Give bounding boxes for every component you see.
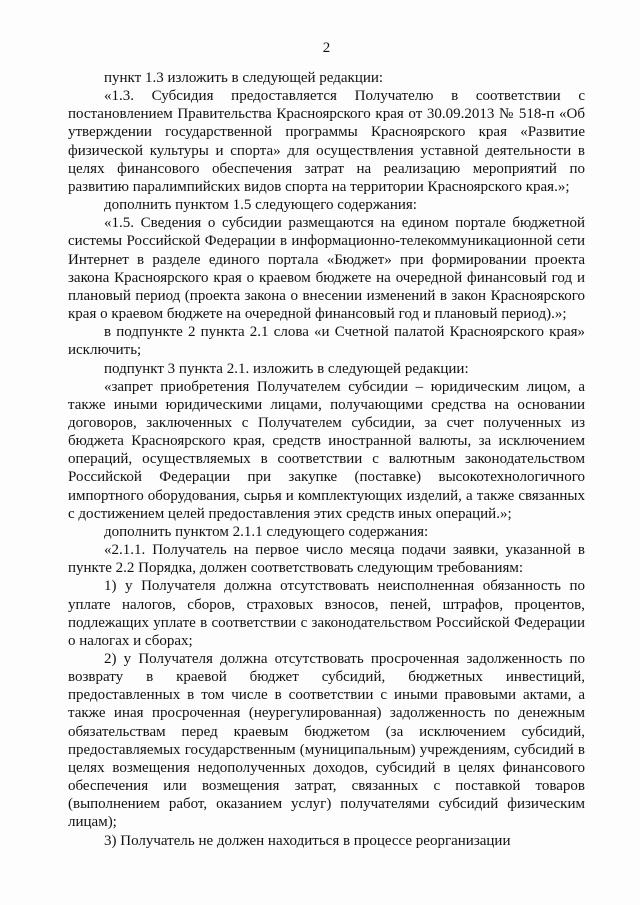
paragraph-p7: «запрет приобретения Получателем субсидии – юридическим лицом, а также иными юридическими лицами, получающими средства на основании договоров, заключенных с Получателем субсидии, за счет полученных из бюджета Красноярского края, средств иностранной валюты, за исключением операций, осуществляемых в соответствии с валютным законодательством Российской Федерации при закупке (поставке) высокотехнологичного импортного оборудования, сырья и комплектующих изделий, а также связанных с достижением целей предоставления этих средств иных операций.»;	[68, 378, 585, 522]
paragraph-p6: подпункт 3 пункта 2.1. изложить в следующей редакции:	[104, 360, 469, 377]
paragraph-p4: «1.5. Сведения о субсидии размещаются на едином портале бюджетной системы Российской Федерации в информационно-телекоммуникационной сети Интернет в разделе единого портала «Бюджет» при формировании проекта закона Красноярского края о краевом бюджете на очередной финансовый год и плановый период (проекта закона о внесении изменений в закон Красноярского края о краевом бюджете на очередной финансовый год и плановый период).»;	[68, 215, 585, 323]
paragraph-p5: в подпункте 2 пункта 2.1 слова «и Счетной палатой Красноярского края» исключить;	[68, 324, 585, 359]
paragraph-p12: 3) Получатель не должен находиться в процессе реорганизации	[104, 832, 511, 849]
document-body	[68, 69, 585, 850]
paragraph-p10: 1) у Получателя должна отсутствовать неисполненная обязанность по уплате налогов, сборов, страховых взносов, пеней, штрафов, процентов, подлежащих уплате в соответствии с законодательством Российской Федерации о налогах и сборах;	[68, 578, 585, 649]
paragraph-p11: 2) у Получателя должна отсутствовать просроченная задолженность по возврату в краевой бюджет субсидий, бюджетных инвестиций, предоставленных в том числе в соответствии с иными правовыми актами, а также иная просроченная (неурегулированная) задолженность по денежным обязательствам перед краевым бюджетом (за исключением субсидий, предоставляемых государственным (муниципальным) учреждениям, субсидий в целях возмещения недополученных доходов, субсидий в целях финансового обеспечения или возмещения затрат, связанных с поставкой товаров (выполнением работ, оказанием услуг) получателями субсидий физическим лицам);	[68, 651, 585, 831]
page-number: 2	[322, 40, 331, 56]
paragraph-p8: дополнить пунктом 2.1.1 следующего содержания:	[104, 523, 429, 540]
paragraph-p2: «1.3. Субсидия предоставляется Получателю в соответствии с постановлением Правительства Красноярского края от 30.09.2013 № 518-п «Об утверждении государственной программы Красноярского края «Развитие физической культуры и спорта» для осуществления уставной деятельности в целях финансового обеспечения затрат на реализацию мероприятий по развитию паралимпийских видов спорта на территории Красноярского края.»;	[68, 88, 585, 195]
paragraph-p3: дополнить пунктом 1.5 следующего содержания:	[104, 197, 417, 214]
paragraph-p9: «2.1.1. Получатель на первое число месяца подачи заявки, указанной в пункте 2.2 Порядка, должен соответствовать следующим требованиям:	[68, 542, 585, 577]
paragraph-p1: пункт 1.3 изложить в следующей редакции:	[104, 70, 384, 86]
